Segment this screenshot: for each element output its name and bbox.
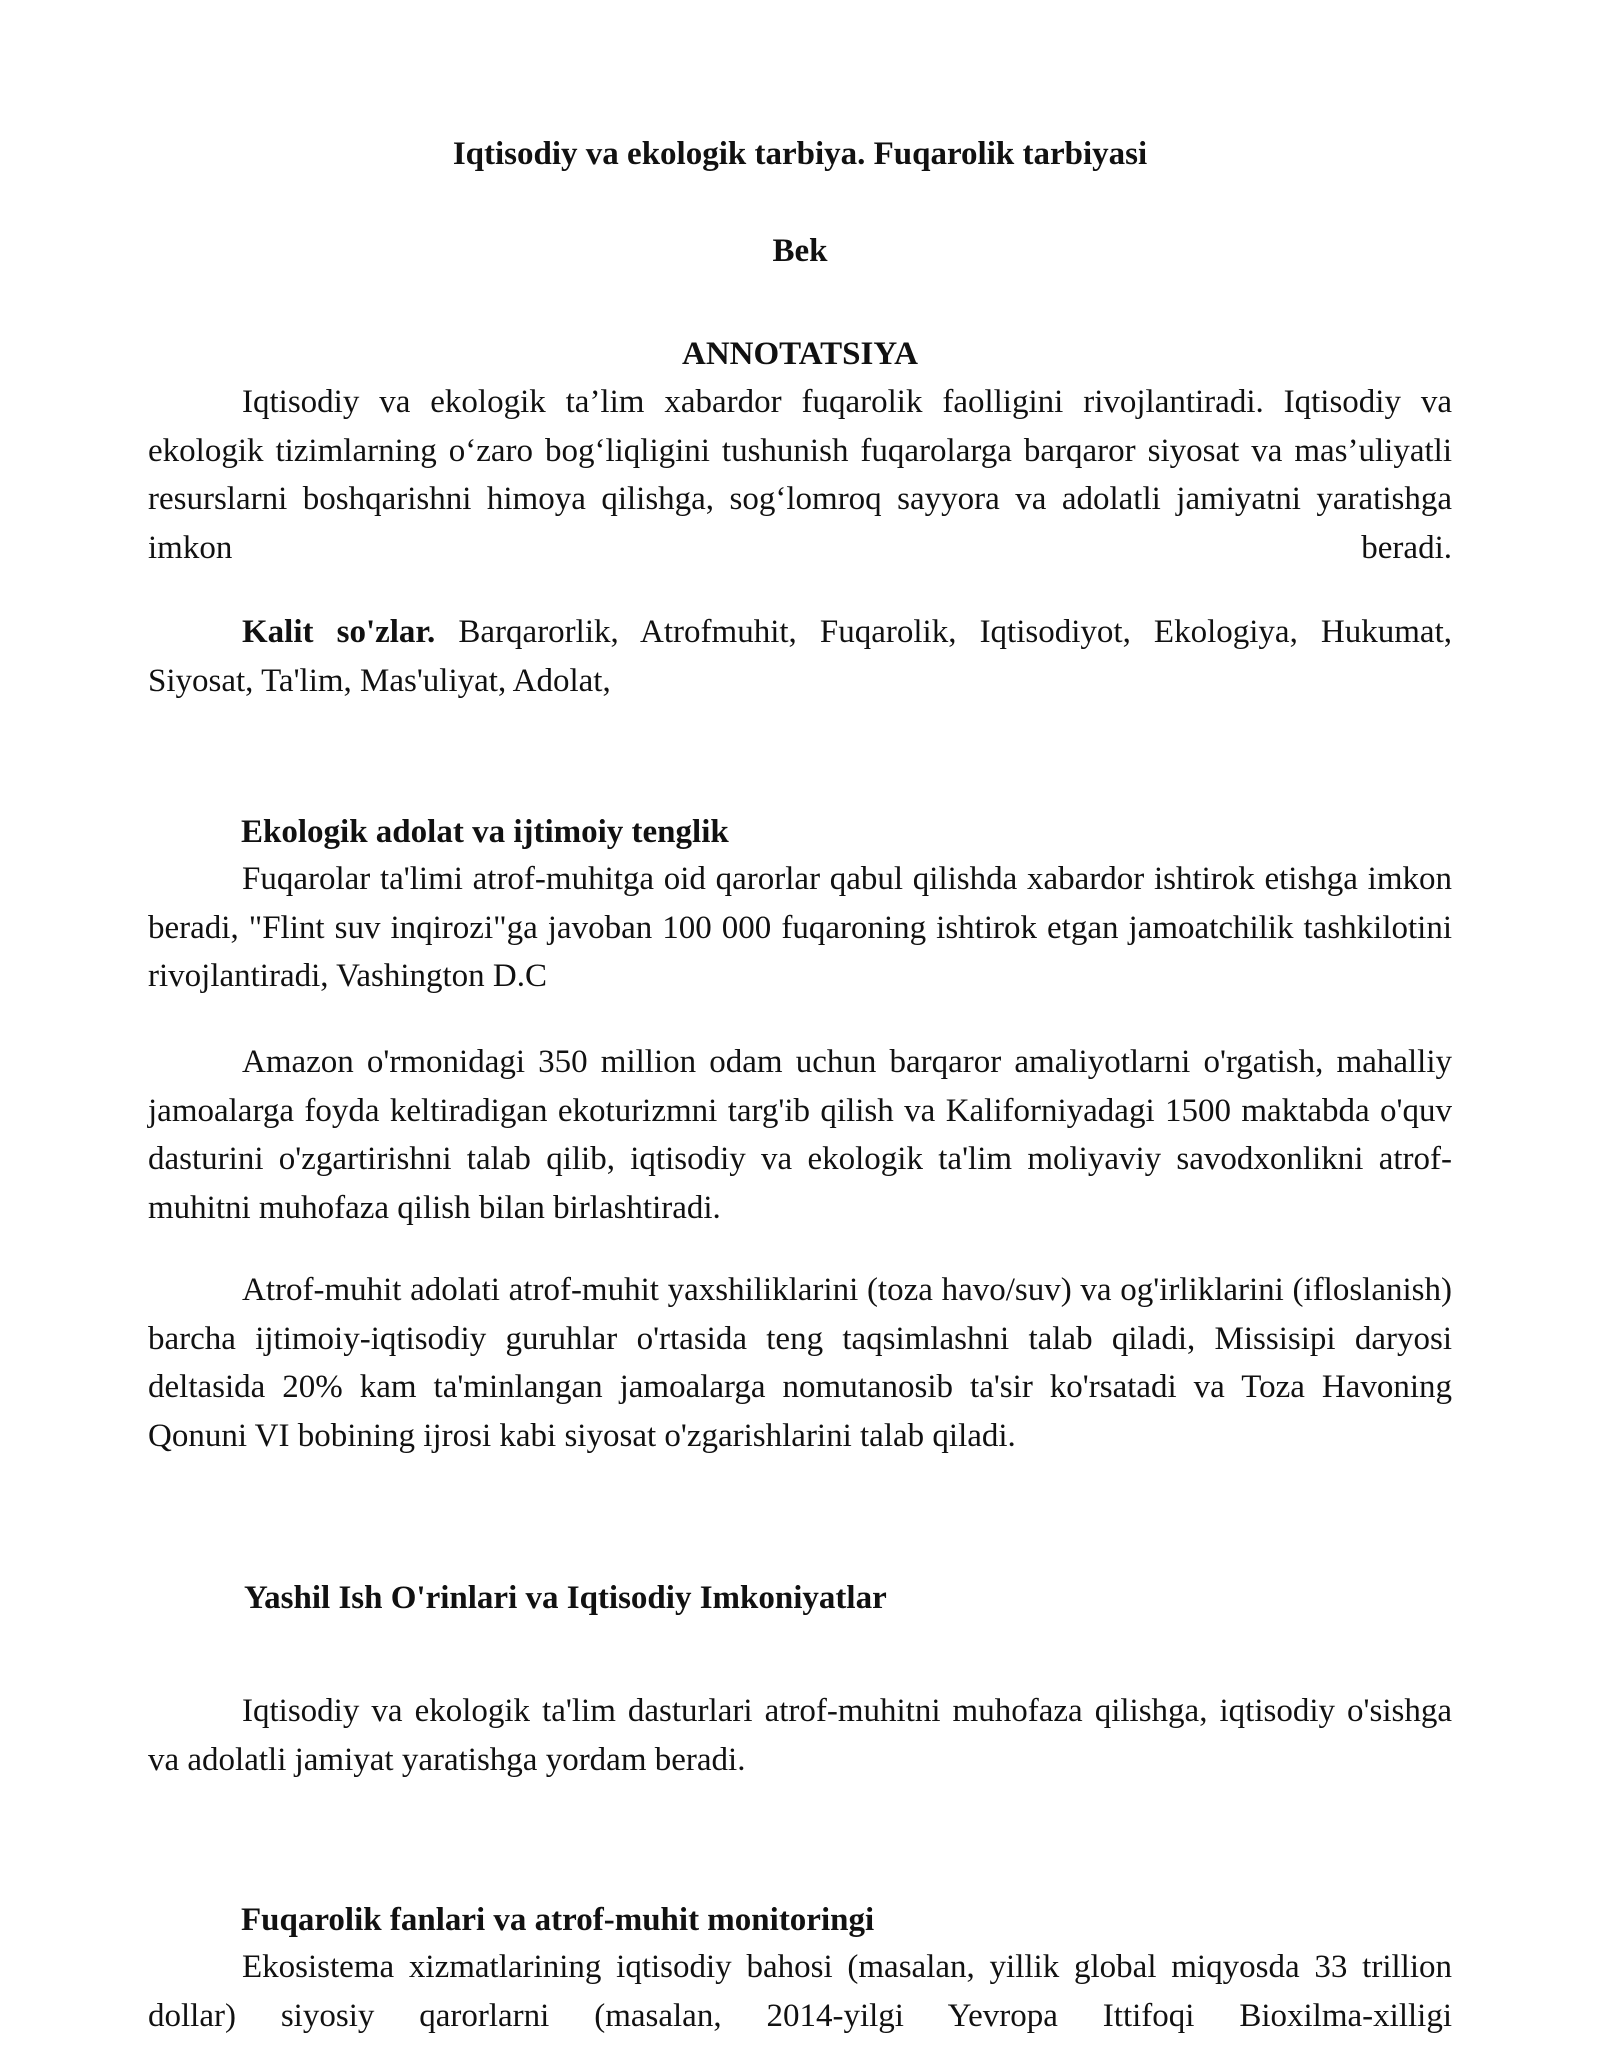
section-heading: Yashil Ish O'rinlari va Iqtisodiy Imkoniyatlar (244, 1580, 887, 1616)
annotation-paragraph: Iqtisodiy va ekologik ta’lim xabardor fuqarolik faolligini rivojlantiradi. Iqtisodiy va ekologik tizimlarning o‘zaro bog‘liqligini tushunish fuqarolarga barqaror siyosat va mas’uliyatli resurslarni boshqarishni himoya qilishga, sog‘lomroq sayyora va adolatli jamiyatni yaratishga imkon beradi. (148, 384, 1452, 566)
section-heading: Fuqarolik fanlari va atrof-muhit monitoringi (241, 1902, 875, 1938)
keywords-paragraph (148, 608, 1452, 705)
section-paragraph: Atrof-muhit adolati atrof-muhit yaxshiliklarini (toza havo/suv) va og'irliklarini (ifloslanish) barcha ijtimoiy-iqtisodiy guruhlar o'rtasida teng taqsimlashni talab qiladi, Missisipi daryosi deltasida 20% kam ta'minlangan jamoalarga nomutanosib ta'sir ko'rsatadi va Toza Havoning Qonuni VI bobining ijrosi kabi siyosat o'zgarishlarini talab qiladi. (148, 1272, 1452, 1454)
section-paragraph: Fuqarolar ta'limi atrof-muhitga oid qarorlar qabul qilishda xabardor ishtirok etishga imkon beradi, "Flint suv inqirozi"ga javoban 100 000 fuqaroning ishtirok etgan jamoatchilik tashkilotini rivojlantiradi, Vashington D.C (148, 861, 1452, 994)
section-heading: Ekologik adolat va ijtimoiy tenglik (241, 814, 729, 850)
keywords-label: Kalit so'zlar. (242, 614, 436, 650)
document-author: Bek (772, 233, 828, 269)
keywords-list: Barqarorlik, Atrofmuhit, Fuqarolik, Iqtisodiyot, Ekologiya, Hukumat, Siyosat, Ta'lim, Mas'uliyat, Adolat, (148, 614, 1452, 699)
section-paragraph: Amazon o'rmonidagi 350 million odam uchun barqaror amaliyotlarni o'rgatish, mahalliy jamoalarga foyda keltiradigan ekoturizmni targ'ib qilish va Kaliforniyadagi 1500 maktabda o'quv dasturini o'zgartirishni talab qilib, iqtisodiy va ekologik ta'lim moliyaviy savodxonlikni atrof-muhitni muhofaza qilish bilan birlashtiradi. (148, 1044, 1452, 1226)
annotation-heading: ANNOTATSIYA (682, 336, 918, 372)
section-paragraph: Iqtisodiy va ekologik ta'lim dasturlari atrof-muhitni muhofaza qilishga, iqtisodiy o'sishga va adolatli jamiyat yaratishga yordam beradi. (148, 1693, 1452, 1778)
section-paragraph: Ekosistema xizmatlarining iqtisodiy bahosi (masalan, yillik global miqyosda 33 trillion dollar) siyosiy qarorlarni (masalan, 2014-yilgi Yevropa Ittifoqi Bioxilma-xilligi (148, 1949, 1452, 2034)
document-title: Iqtisodiy va ekologik tarbiya. Fuqarolik tarbiyasi (452, 136, 1148, 172)
